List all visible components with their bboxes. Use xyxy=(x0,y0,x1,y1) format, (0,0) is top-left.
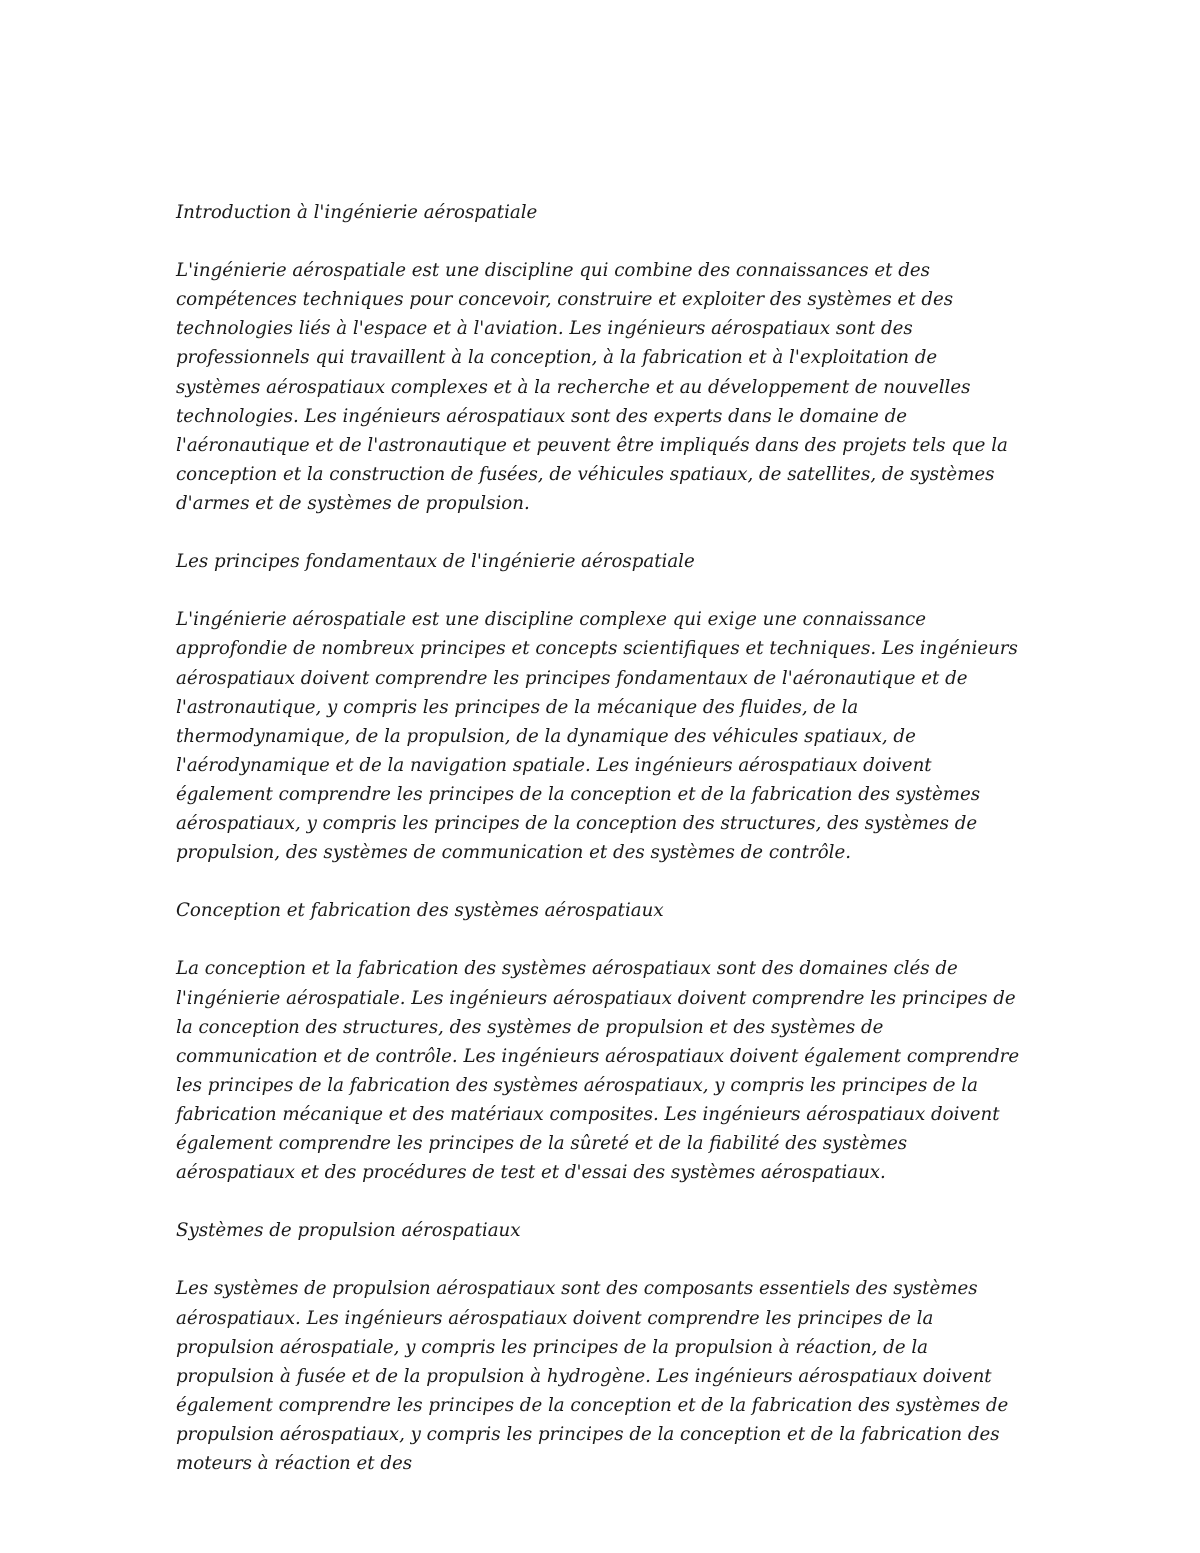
section-heading: Introduction à l'ingénierie aérospatiale xyxy=(176,202,538,223)
section-paragraph: La conception et la fabrication des systèmes aérospatiaux sont des domaines clés de l'ingénierie aérospatiale. Les ingénieurs aérospatiaux doivent comprendre les principes de la conception des structures, des systèmes de propulsion et des systèmes de communication et de contrôle. Les ingénieurs aérospatiaux doivent également comprendre les principes de la fabrication des systèmes aérospatiaux, y compris les principes de la fabrication mécanique et des matériaux composites. Les ingénieurs aérospatiaux doivent également comprendre les principes de la sûreté et de la fiabilité des systèmes aérospatiaux et des procédures de test et d'essai des systèmes aérospatiaux. xyxy=(176,958,1020,1184)
section-paragraph: L'ingénierie aérospatiale est une discipline complexe qui exige une connaissance approfondie de nombreux principes et concepts scientifiques et techniques. Les ingénieurs aérospatiaux doivent comprendre les principes fondamentaux de l'aéronautique et de l'astronautique, y compris les principes de la mécanique des fluides, de la thermodynamique, de la propulsion, de la dynamique des véhicules spatiaux, de l'aérodynamique et de la navigation spatiale. Les ingénieurs aérospatiaux doivent également comprendre les principes de la conception et de la fabrication des systèmes aérospatiaux, y compris les principes de la conception des structures, des systèmes de propulsion, des systèmes de communication et des systèmes de contrôle. xyxy=(176,609,1018,864)
document-content xyxy=(176,198,1026,1507)
section-heading: Les principes fondamentaux de l'ingénierie aérospatiale xyxy=(176,551,695,573)
section-heading: Systèmes de propulsion aérospatiaux xyxy=(176,1220,521,1242)
section-paragraph: Les systèmes de propulsion aérospatiaux sont des composants essentiels des systèmes aérospatiaux. Les ingénieurs aérospatiaux doivent comprendre les principes de la propulsion aérospatiale, y compris les principes de la propulsion à réaction, de la propulsion à fusée et de la propulsion à hydrogène. Les ingénieurs aérospatiaux doivent également comprendre les principes de la conception et de la fabrication des systèmes de propulsion aérospatiaux, y compris les principes de la conception et de la fabrication des moteurs à réaction et des xyxy=(176,1278,1009,1475)
section-heading: Conception et fabrication des systèmes aérospatiaux xyxy=(176,900,664,922)
section-paragraph: L'ingénierie aérospatiale est une discipline qui combine des connaissances et des compétences techniques pour concevoir, construire et exploiter des systèmes et des technologies liés à l'espace et à l'aviation. Les ingénieurs aérospatiaux sont des professionnels qui travaillent à la conception, à la fabrication et à l'exploitation de systèmes aérospatiaux complexes et à la recherche et au développement de nouvelles technologies. Les ingénieurs aérospatiaux sont des experts dans le domaine de l'aéronautique et de l'astronautique et peuvent être impliqués dans des projets tels que la conception et la construction de fusées, de véhicules spatiaux, de satellites, de systèmes d'armes et de systèmes de propulsion. xyxy=(176,260,1008,514)
